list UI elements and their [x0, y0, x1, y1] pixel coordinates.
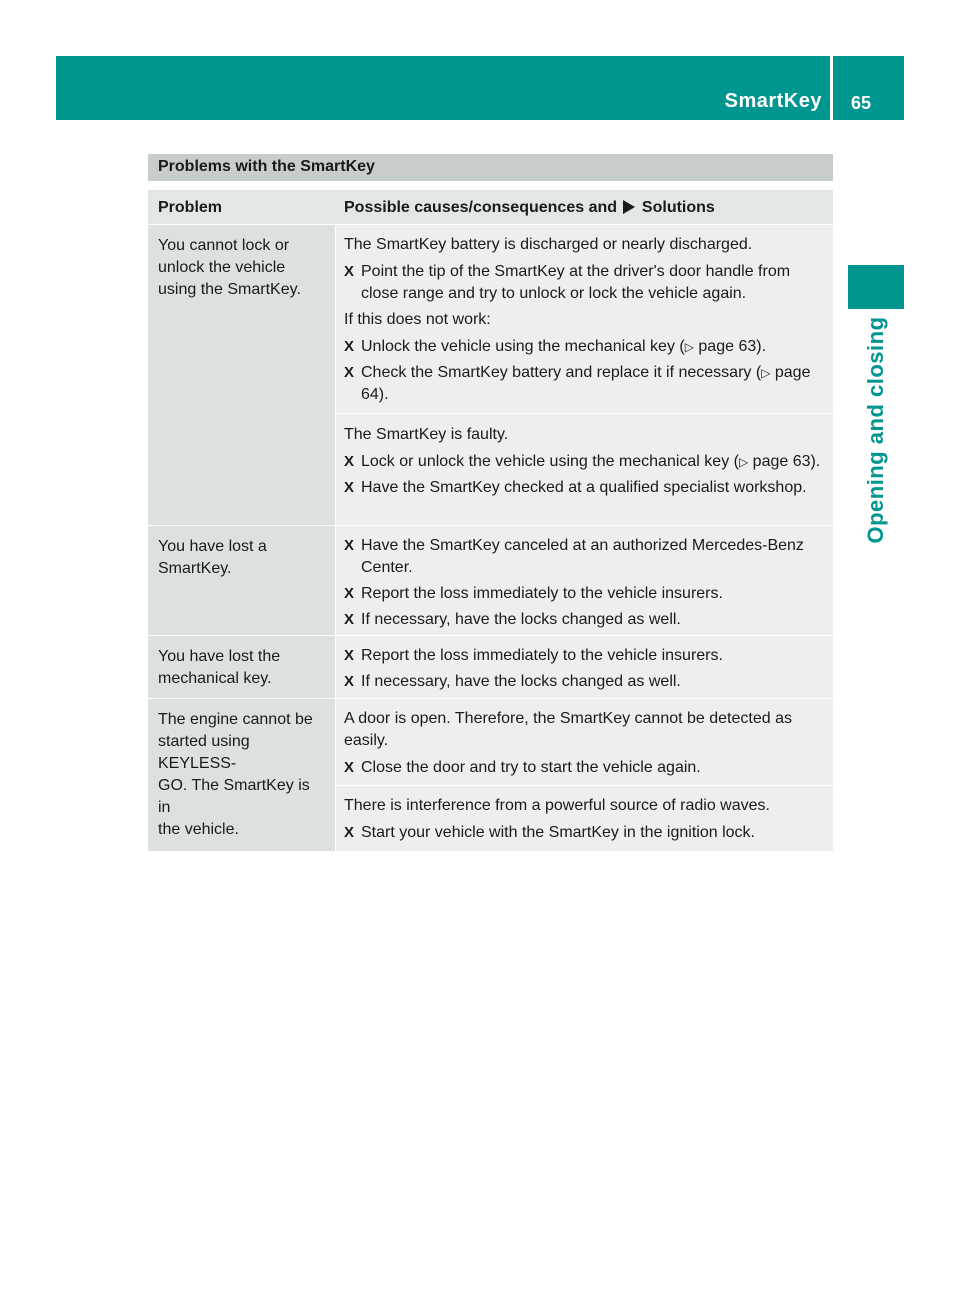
- problem-text: unlock the vehicle: [158, 259, 286, 276]
- step-item: [344, 477, 825, 499]
- column-header-solutions-prefix: Possible causes/consequences and: [344, 199, 618, 216]
- table-row-problem: [148, 699, 335, 851]
- step-item: [344, 336, 825, 358]
- step-marker-icon: X: [344, 263, 355, 280]
- table-header-row: [148, 190, 833, 224]
- problem-text: mechanical key.: [158, 670, 272, 687]
- step-item: [344, 261, 825, 305]
- problem-text: You have lost a: [158, 538, 267, 555]
- column-header-solutions: [344, 199, 715, 217]
- column-header-problem: Problem: [158, 199, 223, 216]
- step-text: Unlock the vehicle using the mechanical key (▷ page 63).: [361, 338, 767, 355]
- step-text: Point the tip of the SmartKey at the driver's door handle from close range and try to unlock or lock the vehicle again.: [361, 263, 791, 302]
- page-ref-icon: ▷: [738, 455, 749, 469]
- cause-text: There is interference from a powerful source of radio waves.: [344, 797, 770, 814]
- table-row-solution: [336, 225, 833, 413]
- step-marker-icon: X: [344, 759, 355, 776]
- chapter-label: Opening and closing: [863, 316, 888, 544]
- page-ref-icon: ▷: [684, 340, 694, 354]
- step-item: [344, 757, 825, 779]
- problem-text: the vehicle.: [158, 821, 239, 838]
- problem-text: You have lost the: [158, 648, 281, 665]
- table-row-solution: [336, 699, 833, 785]
- step-text: If necessary, have the locks changed as well.: [361, 611, 681, 628]
- step-marker-icon: X: [344, 338, 355, 355]
- table-row-solution: [336, 786, 833, 851]
- step-marker-icon: X: [344, 479, 355, 496]
- cause-text: The SmartKey is faulty.: [344, 426, 509, 443]
- problem-text: The engine cannot be: [158, 711, 313, 728]
- step-text: If necessary, have the locks changed as well.: [361, 673, 681, 690]
- step-text: Have the SmartKey checked at a qualified specialist workshop.: [361, 479, 807, 496]
- step-text: Have the SmartKey canceled at an authorized Mercedes-Benz Center.: [361, 537, 804, 576]
- step-marker-icon: X: [344, 611, 355, 628]
- table-row-solution: [336, 636, 833, 698]
- step-text: Report the loss immediately to the vehicle insurers.: [361, 585, 723, 602]
- step-item: [344, 535, 825, 579]
- step-item: [344, 645, 825, 667]
- step-item: [344, 451, 825, 473]
- table-row-problem: [148, 225, 335, 525]
- step-marker-icon: X: [344, 824, 355, 841]
- cause-text: If this does not work:: [344, 311, 491, 328]
- problem-text: using the SmartKey.: [158, 281, 301, 298]
- section-title: SmartKey: [724, 90, 822, 112]
- step-marker-icon: X: [344, 453, 355, 470]
- page-ref-icon: ▷: [761, 366, 771, 380]
- problem-text: GO. The SmartKey is in: [158, 777, 310, 816]
- step-text: Start your vehicle with the SmartKey in the ignition lock.: [361, 824, 755, 841]
- page-number: 65: [851, 93, 872, 113]
- step-text: Check the SmartKey battery and replace it if necessary (▷ page 64).: [361, 364, 811, 403]
- problem-text: SmartKey.: [158, 560, 232, 577]
- table-title: Problems with the SmartKey: [148, 154, 833, 181]
- step-item: [344, 609, 825, 631]
- step-marker-icon: X: [344, 537, 355, 554]
- step-marker-icon: X: [344, 647, 355, 664]
- header-separator: [830, 56, 833, 120]
- step-text: Lock or unlock the vehicle using the mechanical key (▷ page 63).: [361, 453, 821, 470]
- step-marker-icon: X: [344, 364, 355, 381]
- step-text: Close the door and try to start the vehicle again.: [361, 759, 701, 776]
- step-item: [344, 583, 825, 605]
- step-item: [344, 362, 825, 406]
- table-row-solution: [336, 414, 833, 525]
- table-row-problem: [148, 526, 335, 635]
- step-item: [344, 671, 825, 693]
- cause-text: The SmartKey battery is discharged or nearly discharged.: [344, 236, 753, 253]
- problem-text: You cannot lock or: [158, 237, 290, 254]
- action-arrow-icon: [623, 200, 635, 214]
- table-row-solution: [336, 526, 833, 635]
- table-row-problem: [148, 636, 335, 698]
- step-marker-icon: X: [344, 673, 355, 690]
- cause-text: A door is open. Therefore, the SmartKey cannot be detected as easily.: [344, 710, 792, 749]
- chapter-tab: [848, 265, 904, 309]
- step-marker-icon: X: [344, 585, 355, 602]
- step-text: Report the loss immediately to the vehicle insurers.: [361, 647, 723, 664]
- step-item: [344, 822, 825, 844]
- column-header-solutions-suffix: Solutions: [641, 199, 715, 216]
- problem-text: started using KEYLESS-: [158, 733, 250, 772]
